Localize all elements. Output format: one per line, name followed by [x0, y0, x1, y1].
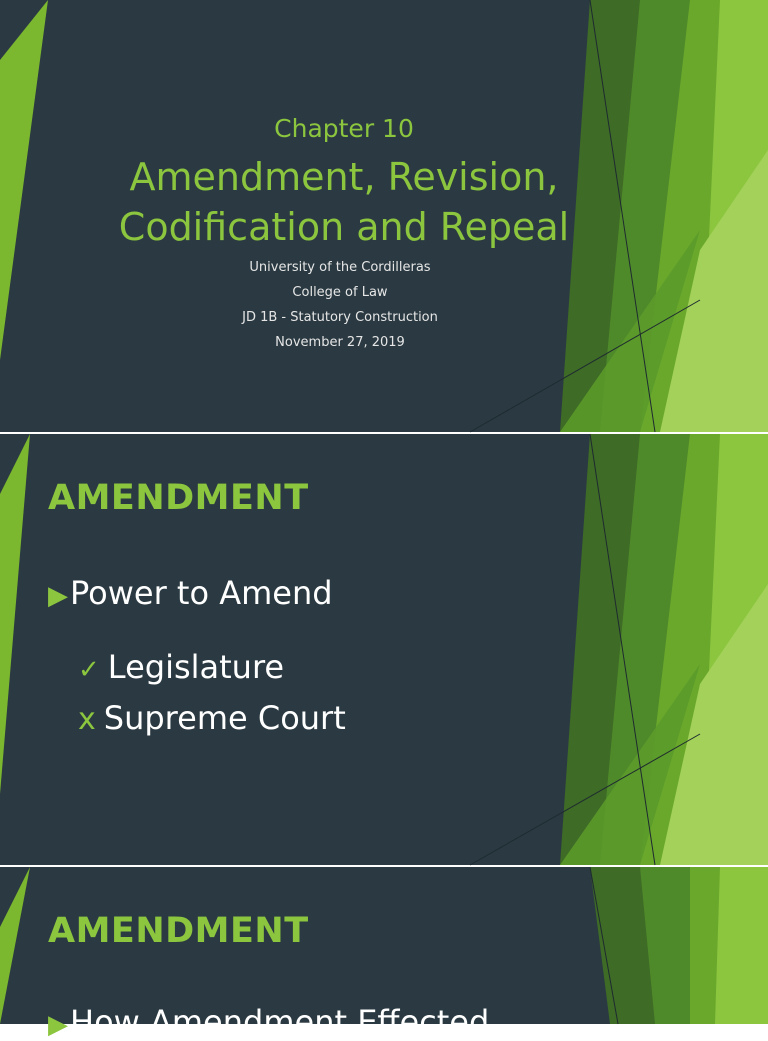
slide-title-line-1: Amendment, Revision, [129, 155, 559, 199]
slide-heading: AMENDMENT [48, 478, 309, 518]
bullet-text: Power to Amend [70, 574, 333, 612]
check-icon: ✓ [78, 655, 100, 685]
amendment-slide-1 [0, 434, 768, 865]
subtitle-course: JD 1B - Statutory Construction [242, 310, 438, 325]
chapter-label: Chapter 10 [274, 114, 414, 143]
sub-bullet-text: Supreme Court [103, 699, 346, 737]
slide-title [0, 152, 688, 252]
subtitle-university: University of the Cordilleras [249, 260, 431, 275]
title-slide [0, 0, 768, 432]
bullet-text: How Amendment Effected [70, 1003, 490, 1041]
slide-heading: AMENDMENT [48, 911, 309, 951]
x-icon: x [78, 702, 96, 737]
sub-bullet-item [78, 648, 284, 686]
subtitle-date: November 27, 2019 [275, 335, 405, 350]
subtitle-college: College of Law [292, 285, 388, 300]
bullet-item [48, 1003, 489, 1041]
sub-bullet-text: Legislature [107, 648, 285, 686]
bullet-item [48, 574, 333, 612]
slide-title-line-2: Codification and Repeal [118, 205, 570, 249]
amendment-slide-2 [0, 867, 768, 1041]
sub-bullet-item [78, 699, 346, 737]
triangle-right-icon: ▶ [48, 581, 68, 611]
triangle-right-icon: ▶ [48, 1010, 68, 1040]
